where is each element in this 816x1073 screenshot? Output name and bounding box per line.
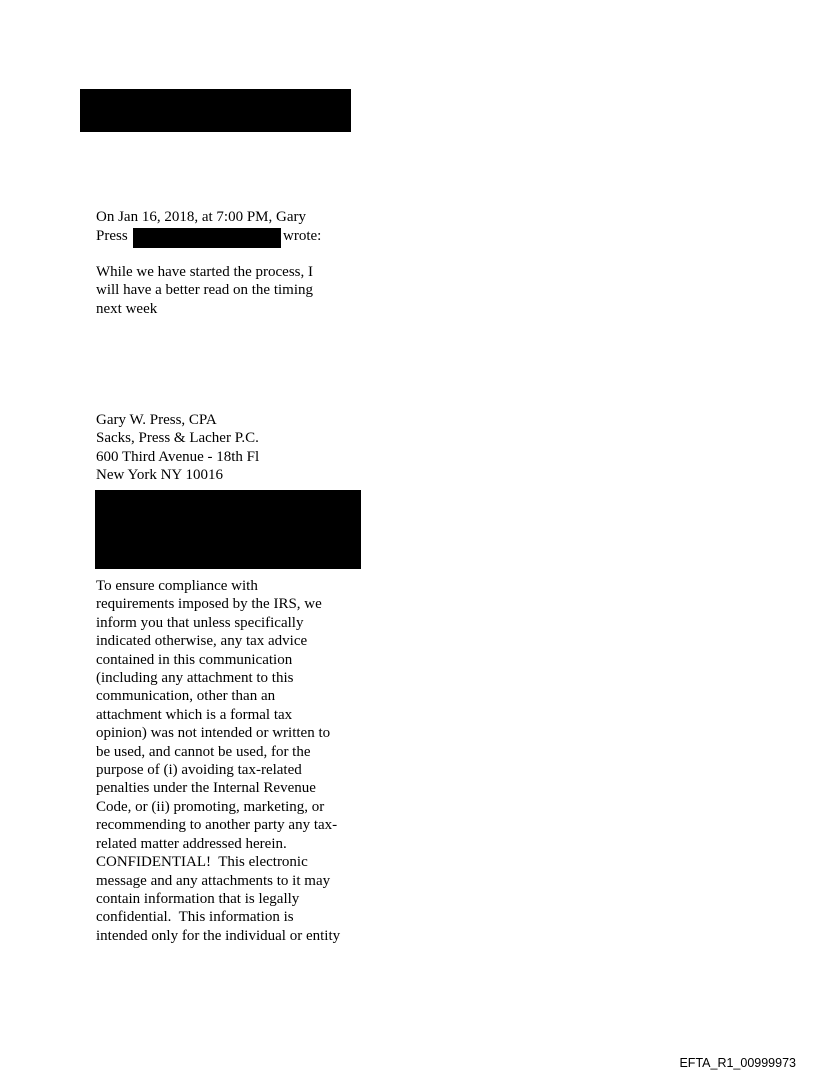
email-header-wrote: wrote: [283,228,322,244]
disclaimer-line: CONFIDENTIAL! This electronic [96,854,308,871]
disclaimer-line: communication, other than an [96,688,276,705]
disclaimer-line: penalties under the Internal Revenue [96,780,316,797]
email-header-line-1: On Jan 16, 2018, at 7:00 PM, Gary [96,209,306,225]
disclaimer-line: contained in this communication [96,651,293,668]
legal-disclaimer [96,577,340,945]
disclaimer-line: (including any attachment to this [96,670,294,687]
email-body-line: will have a better read on the timing [96,282,314,299]
disclaimer-line: opinion) was not intended or written to [96,725,331,742]
disclaimer-line: message and any attachments to it may [96,872,331,889]
redaction-header-block [80,89,351,132]
signature-line: 600 Third Avenue - 18th Fl [96,448,260,465]
email-header-sender-prefix: Press [96,228,128,244]
disclaimer-line: be used, and cannot be used, for the [96,743,311,760]
document-id: EFTA_R1_00999973 [679,1056,796,1070]
disclaimer-line: intended only for the individual or entity [96,927,341,944]
email-body-line: next week [96,300,158,317]
disclaimer-line: contain information that is legally [96,890,300,907]
disclaimer-line: Code, or (ii) promoting, marketing, or [96,798,325,815]
email-body-line: While we have started the process, I [96,264,313,280]
signature-line: Sacks, Press & Lacher P.C. [96,430,259,447]
disclaimer-line: indicated otherwise, any tax advice [96,633,308,650]
redaction-sender-email [133,228,281,248]
disclaimer-line: recommending to another party any tax- [96,817,338,834]
disclaimer-line: confidential. This information is [96,909,294,926]
signature-line: New York NY 10016 [96,467,223,484]
disclaimer-line: To ensure compliance with [96,578,258,594]
signature-line: Gary W. Press, CPA [96,412,217,428]
redaction-contact-block [95,490,361,569]
signature-block [96,411,259,485]
disclaimer-line: requirements imposed by the IRS, we [96,596,322,613]
disclaimer-line: related matter addressed herein. [96,835,287,852]
disclaimer-line: inform you that unless specifically [96,614,304,631]
disclaimer-line: attachment which is a formal tax [96,706,293,723]
disclaimer-line: purpose of (i) avoiding tax-related [96,762,302,779]
email-body [96,263,313,318]
